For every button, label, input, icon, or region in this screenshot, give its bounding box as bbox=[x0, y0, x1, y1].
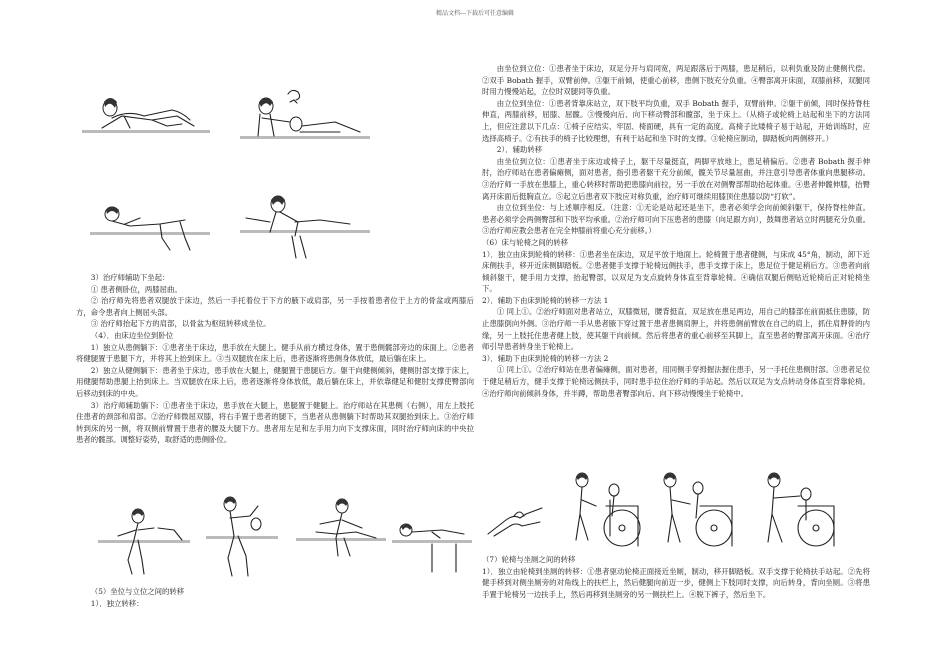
paragraph: ① 同上①。②治疗师站在患者偏瘫侧，面对患者，用同侧手穿拇握法握住患手，另一手托住患侧肘部。③患者足位于健足稍后方，健手支撑于轮椅远侧扶手，同时患手拉住治疗师的手站起。然后以双足为支点转动身体直至背靠轮椅。④治疗师向前倾斜身体，并半蹲，帮助患者臀部向后、向下移动慢慢坐于轮椅中。 bbox=[482, 365, 870, 398]
figure-side-lying bbox=[82, 90, 210, 150]
paragraph: 3）治疗师辅助下坐起： bbox=[90, 273, 170, 282]
figure-grip bbox=[484, 500, 548, 540]
section-heading: （5）坐位与立位之间的转移 bbox=[90, 587, 185, 596]
right-bottom-text bbox=[482, 554, 870, 600]
figure-lift-shoulder bbox=[240, 192, 370, 264]
figure-wheelchair-3 bbox=[742, 470, 844, 552]
paragraph: 由立位到坐位：①患者背靠床站立，双下肢平均负重，双手 Bobath 握手，双臂前伸。②躯干前倾，同时保持脊柱伸直，两膝前移，屈膝、屈髋。③慢慢向后、向下移动臀部和髋部，坐于床上。（从椅子或轮椅上站起和坐下的方法同上，但应注意以下几点：①椅子应结实、牢固、椅面硬，具有一定的高度。高椅子比矮椅子易于站起，开始训练时，应选择高椅子。②有扶手的椅子比较理想，有利于站起和坐下时的支撑。③轮椅应制动，脚踏板向两侧移开。） bbox=[482, 98, 870, 143]
paragraph: ① 患者侧卧位，两膝屈曲。 bbox=[90, 284, 182, 294]
figure-lie-down-3 bbox=[296, 494, 386, 564]
section-heading: （7）轮椅与坐厕之间的转移 bbox=[482, 555, 576, 564]
paragraph: ③ 治疗师抬起下方的肩部，以骨盆为枢纽转移成坐位。 bbox=[90, 319, 271, 329]
page-header: 精品文档---下载后可任意编辑 bbox=[435, 10, 515, 17]
figure-lie-down-1 bbox=[98, 506, 190, 578]
paragraph: ② 治疗师先将患者双腿放于床边，然后一手托着位于下方的腋下或肩部，另一手按着患者位于上方的骨盆或两膝后方，命令患者向上侧屈头部。 bbox=[76, 296, 474, 317]
figure-rolling-assist bbox=[240, 88, 370, 156]
paragraph: 由坐位到立位：①患者坐于床边或椅子上，躯干尽量挺直，两脚平放地上，患足稍偏后。②患者 Bobath 握手伸肘，治疗师站在患者偏瘫侧，面对患者，指引患者躯干充分前倾，髋关节尽量屈曲，并注意引导患者体重向患腿移动。③治疗师一手放在患膝上，重心转移时帮助把患膝向前拉，另一手放在对侧臀部帮助抬起体重。④患者伸髋伸膝，抬臀离开床面后挺胸直立。⑤起立后患者双下肢应对称负重，治疗师可继续用膝顶住患膝以防“打软”。 bbox=[482, 156, 870, 201]
figure-lie-down-2 bbox=[206, 492, 278, 582]
figure-wheelchair-2 bbox=[650, 470, 740, 552]
figure-sit-up-edge bbox=[90, 198, 210, 258]
paragraph: ① 同上①。②治疗师面对患者站立，双膝微屈，腰背挺直，双足放在患足两边，用自己的膝部在前面抵住患膝，防止患膝倒向外侧。③治疗师一手从患者腋下穿过置于患者患侧肩胛上，并将患侧前臂放在自己的肩上，抓住肩胛骨的内缘，另一上肢托住患者健上肢，使其躯干向前倾。然后将患者的重心前移至其脚上，直至患者的臀部离开床面。④治疗师引导患者转身坐于轮椅上。 bbox=[482, 307, 870, 352]
left-bottom-text bbox=[76, 586, 474, 609]
section-heading: 3）．辅助下由床到轮椅的转移一方法 2 bbox=[482, 353, 609, 363]
paragraph: 1）．独立转移： bbox=[90, 598, 144, 608]
left-column bbox=[76, 272, 474, 446]
paragraph: 由坐位到立位：①患者坐于床边，双足分开与肩同宽，两足跟落后于两膝，患足稍后，以利负重及防止健侧代偿。②双手 Bobath 握手，双臂前伸。③躯干前倾，使重心前移，患侧下肢充分负重。④臀部离开床面，双膝前移，双腿同时用力慢慢站起，立位时双腿同等负重。 bbox=[482, 64, 870, 97]
section-heading: （4）．由床边坐位到卧位 bbox=[90, 330, 174, 340]
figure-lie-down-4 bbox=[392, 520, 472, 576]
section-heading: 2）．辅助下由床到轮椅的转移一方法 1 bbox=[482, 295, 609, 305]
paragraph: 1）．独立由床到轮椅的转移：①患者坐在床边，双足平放于地面上。轮椅置于患者健侧，与床成 45°角，制动，卸下近床侧扶手，移开近床侧脚踏板。②患者健手支撑于轮椅远侧扶手，患手支撑于床上，患足位于健足稍后方。③患者向前倾斜躯干，健手用力支撑，抬起臀部，以双足为支点旋转身体直至背靠轮椅。④确信双腿后侧贴近轮椅后正对轮椅坐下。 bbox=[482, 249, 870, 294]
paragraph: 由立位到坐位：与上述顺序相反。（注意：①无论是站起还是坐下，患者必须学会向前倾斜躯干，保持脊柱伸直。患者必须学会两侧臀部和下肢平均承重。②治疗师可向下压患者的患膝（向足跟方向），鼓舞患者站立时两腿充分负重。③治疗师应教会患者在完全伸膝前将重心充分前移。） bbox=[482, 203, 871, 236]
paragraph: 3）治疗师辅助躺下：①患者坐于床边，患手放在大腿上，患腿置于健腿上。治疗师站在其患侧（右侧），用左上肢托住患者的颈部和肩部。②治疗师微屈双膝，将右手置于患者的腿下，当患者从患侧躺下时帮助其双腿抬到床上。③治疗师转到床的另一侧，将双侧前臂置于患者的腰及大腿下方。患者用左足和左手用力向下支撑床面，同时治疗师向床的中央拉患者的髋部。调整好姿势，取舒适的患侧卧位。 bbox=[76, 400, 474, 445]
paragraph: 1）．独立由轮椅到坐厕的转移：①患者驱动轮椅正面接近坐厕，制动，移开脚踏板。双手支撑于轮椅扶手站起。②先将健手移到对侧坐厕旁的对角线上的扶栏上，然后健腿向前迈一步，健侧上下肢同时支撑，向后转身，背向坐厕。③将患手置于轮椅另一边扶手上，然后再移到坐厕旁的另一侧扶栏上。④脱下裤子，然后坐下。 bbox=[482, 566, 870, 599]
section-heading: 2）．辅助转移 bbox=[496, 145, 543, 155]
paragraph: 1）独立从患侧躺下：①患者坐于床边，患手放在大腿上。健手从前方横过身体，置于患侧髋部旁边的床面上。②患者将健腿置于患腿下方，并将其上抬到床上。③当双腿放在床上后，患者逐渐将患侧身体放低，最后躺在床上。 bbox=[76, 342, 474, 364]
paragraph: 2）独立从健侧躺下：患者坐于床边，患手放在大腿上，健腿置于患腿后方。躯干向健侧倾斜，健侧肘部支撑于床上，用健腿帮助患腿上抬到床上。当双腿放在床上后，患者逐渐将身体放低，最后躺在床上，并依靠健足和健肘支撑使臀部向后移动到床的中央。 bbox=[76, 365, 474, 398]
figure-wheelchair-1 bbox=[552, 470, 644, 552]
right-column bbox=[482, 63, 870, 399]
section-heading: （6）床与轮椅之间的转移 bbox=[482, 237, 569, 247]
